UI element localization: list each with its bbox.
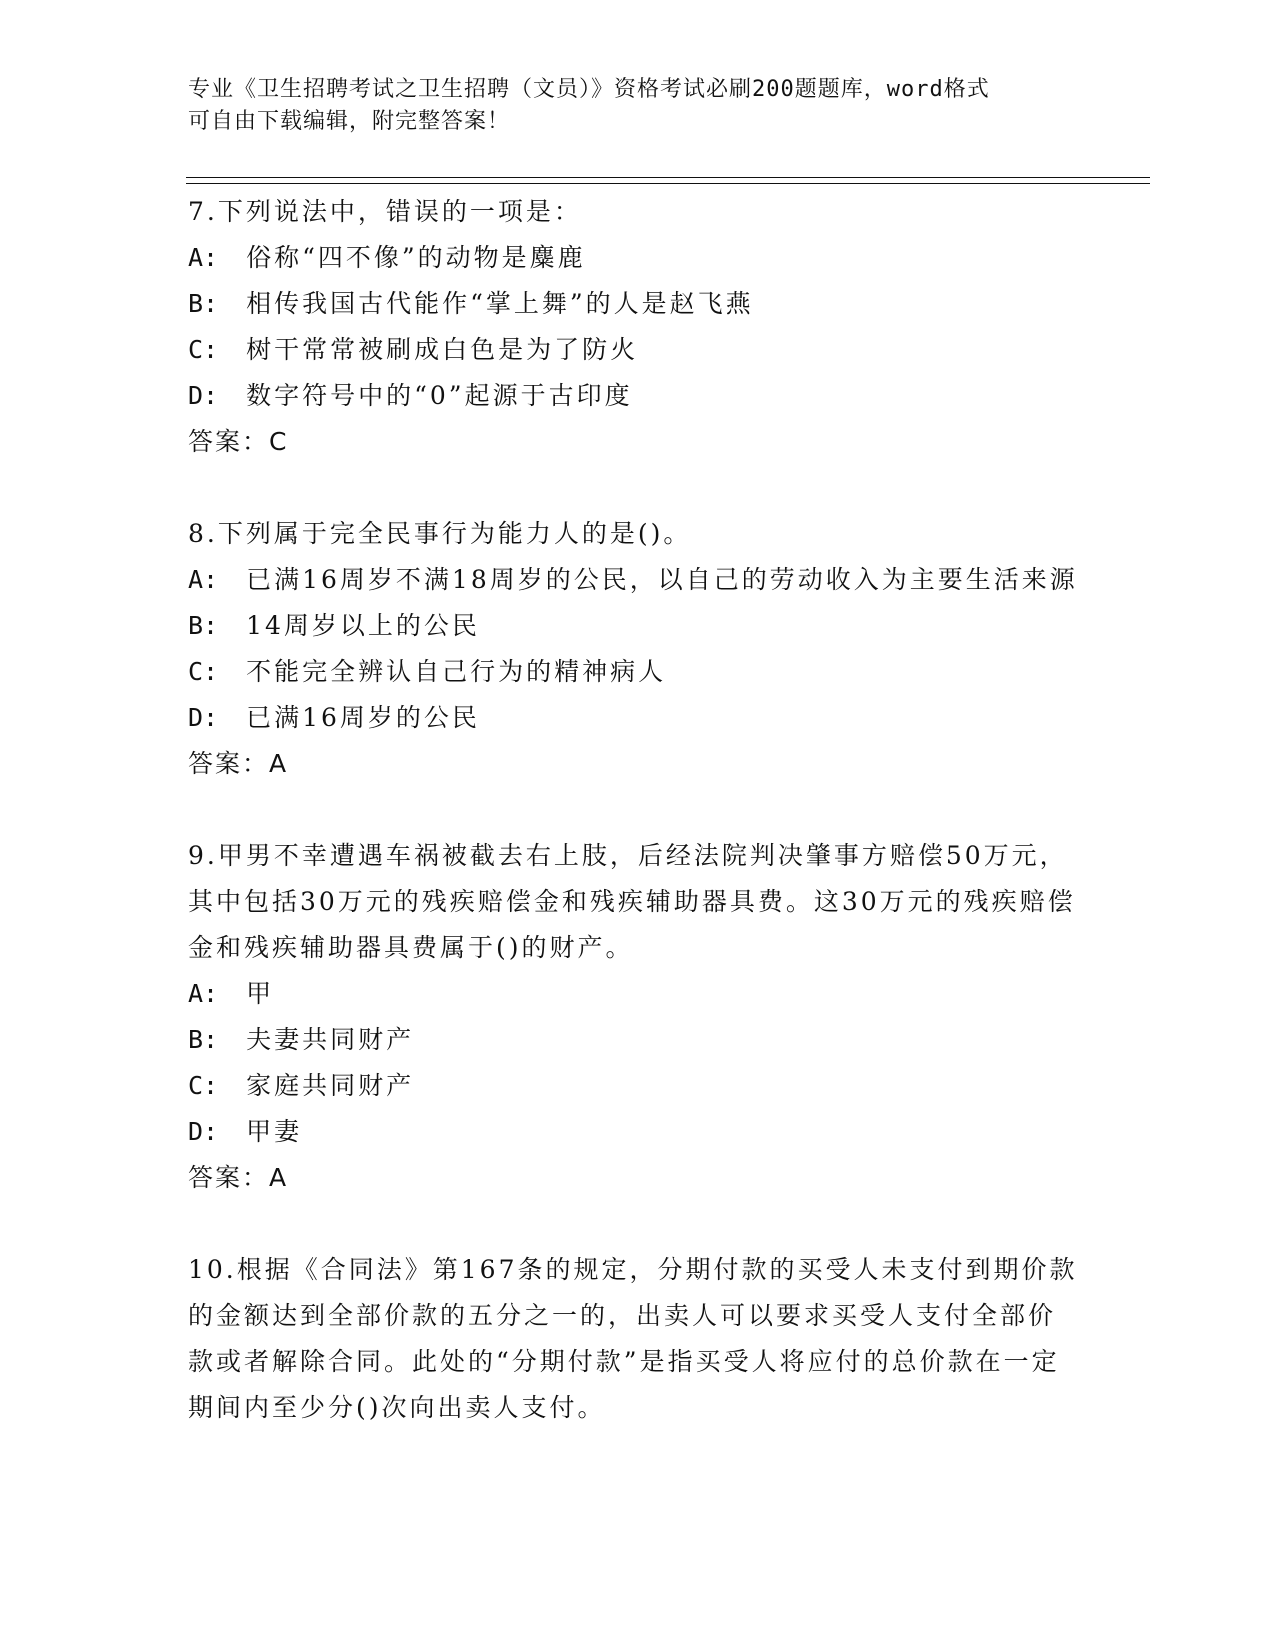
option-b [188,281,1080,327]
option-d [188,1109,1080,1155]
option-text: 已满16周岁的公民 [246,703,480,732]
option-b [188,1017,1080,1063]
option-letter: B: [188,611,219,640]
answer-label: 答案： [188,749,270,778]
option-d [188,695,1080,741]
header-line-1: 专业《卫生招聘考试之卫生招聘（文员）》资格考试必刷200题题库，word格式 [188,77,990,102]
answer-value: A [269,749,289,778]
option-letter: A: [188,565,219,594]
option-letter: C: [188,1071,219,1100]
option-letter: A: [188,243,219,272]
option-text: 14周岁以上的公民 [246,611,480,640]
answer-line [188,1155,1080,1201]
option-a [188,971,1080,1017]
option-c [188,1063,1080,1109]
option-text: 家庭共同财产 [246,1071,415,1100]
question-stem: 9.甲男不幸遭遇车祸被截去右上肢，后经法院判决肇事方赔偿50万元，其中包括30万元的残疾赔偿金和残疾辅助器具费。这30万元的残疾赔偿金和残疾辅助器具费属于()的财产。 [188,841,1076,962]
option-text: 俗称“四不像”的动物是麋鹿 [246,243,586,272]
question-list [188,189,1080,1431]
header-rule-bottom [186,183,1150,184]
answer-line [188,419,1080,465]
answer-value: A [269,1163,289,1192]
question-7 [188,189,1080,465]
header-line-2: 可自由下载编辑，附完整答案！ [188,109,511,134]
option-text: 数字符号中的“0”起源于古印度 [246,381,633,410]
option-text: 不能完全辨认自己行为的精神病人 [246,657,667,686]
header-rule-top [186,177,1150,178]
option-letter: C: [188,335,219,364]
option-a [188,235,1080,281]
answer-label: 答案： [188,1163,270,1192]
question-stem: 7.下列说法中，错误的一项是： [188,197,582,226]
option-c [188,327,1080,373]
option-a [188,557,1080,603]
option-letter: D: [188,703,219,732]
answer-label: 答案： [188,427,270,456]
answer-line [188,741,1080,787]
option-letter: D: [188,1117,219,1146]
question-8 [188,511,1080,787]
option-letter: B: [188,289,219,318]
document-header [188,74,1068,138]
option-text: 树干常常被刷成白色是为了防火 [246,335,639,364]
option-text: 甲妻 [246,1117,303,1146]
option-text: 已满16周岁不满18周岁的公民，以自己的劳动收入为主要生活来源 [246,565,1078,594]
option-text: 相传我国古代能作“掌上舞”的人是赵飞燕 [246,289,754,318]
option-letter: B: [188,1025,219,1054]
option-letter: D: [188,381,219,410]
option-text: 夫妻共同财产 [246,1025,415,1054]
answer-value: C [269,427,289,456]
option-c [188,649,1080,695]
question-stem: 10.根据《合同法》第167条的规定，分期付款的买受人未支付到期价款的金额达到全部价款的五分之一的，出卖人可以要求买受人支付全部价款或者解除合同。此处的“分期付款”是指买受人将应付的总价款在一定期间内至少分()次向出卖人支付。 [188,1255,1078,1422]
question-stem: 8.下列属于完全民事行为能力人的是()。 [188,519,692,548]
question-9 [188,833,1080,1201]
option-letter: A: [188,979,219,1008]
option-letter: C: [188,657,219,686]
option-b [188,603,1080,649]
option-d [188,373,1080,419]
question-10 [188,1247,1080,1431]
option-text: 甲 [246,979,275,1008]
